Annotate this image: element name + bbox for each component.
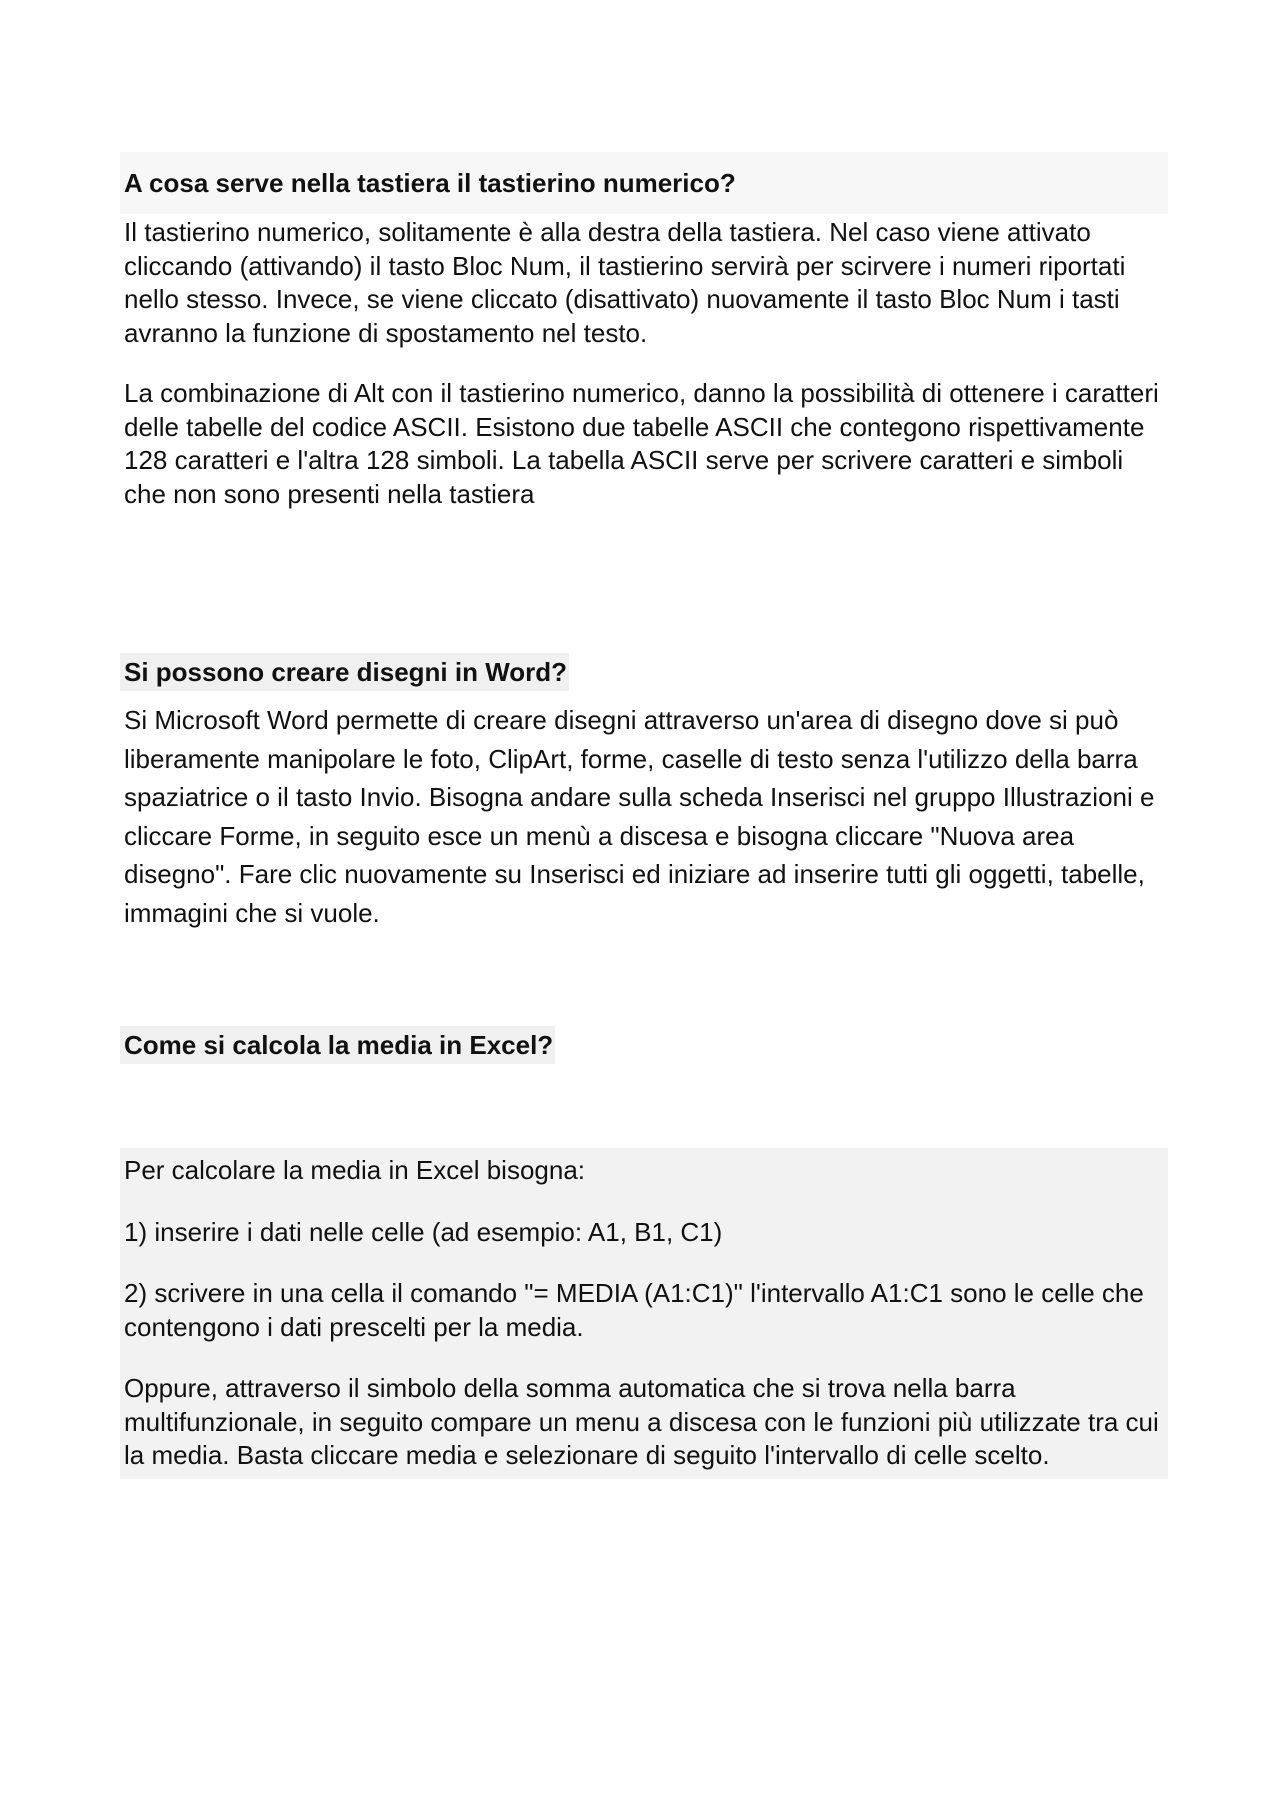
section-word-drawings	[120, 653, 1168, 932]
section-numeric-keypad	[120, 152, 1168, 511]
section-heading: Come si calcola la media in Excel?	[124, 1030, 554, 1060]
list-item: 1) inserire i dati nelle celle (ad esempio: A1, B1, C1)	[124, 1216, 723, 1247]
section-excel-average-body	[120, 1148, 1168, 1479]
section-heading: Si possono creare disegni in Word?	[124, 657, 568, 687]
section-heading-highlight	[120, 1026, 555, 1064]
paragraph: Si Microsoft Word permette di creare disegni attraverso un'area di disegno dove si può liberamente manipolare le foto, ClipArt, forme, caselle di testo senza l'utilizzo della barra spaziatrice o il tasto Invio. Bisogna andare sulla scheda Inserisci nel gruppo Illustrazioni e cliccare Forme, in seguito esce un menù a discesa e bisogna cliccare "Nuova area disegno". Fare clic nuovamente su Inserisci ed iniziare ad inserire tutti gli oggetti, tabelle, immagini che si vuole.	[124, 705, 1155, 928]
section-excel-average-title	[120, 1026, 1168, 1064]
section-heading: A cosa serve nella tastiera il tastierino numerico?	[124, 168, 736, 198]
section-heading-highlight	[120, 653, 569, 691]
paragraph: Oppure, attraverso il simbolo della somma automatica che si trova nella barra multifunzionale, in seguito compare un menu a discesa con le funzioni più utilizzate tra cui la media. Basta cliccare media e selezionare di seguito l'intervallo di celle scelto.	[124, 1373, 1159, 1470]
paragraph: Per calcolare la media in Excel bisogna:	[124, 1155, 586, 1185]
paragraph: Il tastierino numerico, solitamente è alla destra della tastiera. Nel caso viene attivato cliccando (attivando) il tasto Bloc Num, il tastierino servirà per scirvere i numeri riportati nello stesso. Invece, se viene cliccato (disattivato) nuovamente il tasto Bloc Num i tasti avranno la funzione di spostamento nel testo.	[124, 217, 1126, 348]
list-item: 2) scrivere in una cella il comando "= MEDIA (A1:C1)" l'intervallo A1:C1 sono le celle che contengono i dati prescelti per la media.	[124, 1278, 1144, 1342]
section-heading-bar	[120, 152, 1168, 214]
paragraph: La combinazione di Alt con il tastierino numerico, danno la possibilità di ottenere i caratteri delle tabelle del codice ASCII. Esistono due tabelle ASCII che contegono rispettivamente 128 caratteri e l'altra 128 simboli. La tabella ASCII serve per scrivere caratteri e simboli che non sono presenti nella tastiera	[124, 378, 1159, 509]
